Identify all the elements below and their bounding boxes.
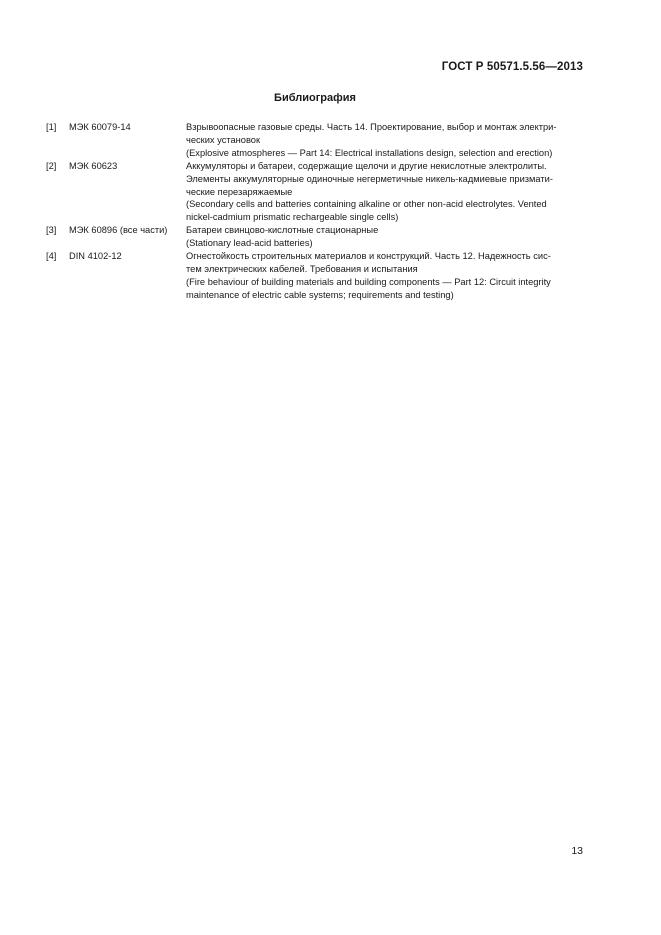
entry-line: nickel-cadmium prismatic rechargeable single cells) <box>186 212 399 223</box>
entry-number: [3] <box>46 225 57 236</box>
entry-line: (Fire behaviour of building materials and building components — Part 12: Circuit integrity <box>186 276 551 287</box>
bibliography-entry <box>46 121 582 160</box>
page-number: 13 <box>571 845 583 857</box>
entry-line: Элементы аккумуляторные одиночные негерметичные никель-кадмиевые призмати- <box>186 173 553 184</box>
entry-standard-code: МЭК 60896 (все части) <box>69 225 168 236</box>
entry-number: [1] <box>46 122 57 132</box>
entry-description <box>186 160 582 225</box>
entry-line: (Secondary cells and batteries containing alkaline or other non-acid electrolytes. Vented <box>186 199 547 210</box>
entry-standard-code: DIN 4102-12 <box>69 251 122 262</box>
document-code-header: ГОСТ Р 50571.5.56—2013 <box>441 61 583 73</box>
entry-line: ческих установок <box>186 134 261 145</box>
entry-line: Огнестойкость строительных материалов и конструкций. Часть 12. Надежность сис- <box>186 251 551 262</box>
entry-number: [2] <box>46 160 57 171</box>
bibliography-entry <box>46 224 582 250</box>
entry-line: maintenance of electric cable systems; requirements and testing) <box>186 289 454 300</box>
entry-line: Взрывоопасные газовые среды. Часть 14. Проектирование, выбор и монтаж электри- <box>186 122 557 132</box>
bibliography-entry <box>46 160 582 225</box>
entry-line: (Stationary lead-acid batteries) <box>186 238 313 249</box>
entry-line: Аккумуляторы и батареи, содержащие щелочи и другие некислотные электролиты. <box>186 160 547 171</box>
bibliography-list <box>46 121 582 302</box>
bibliography-entry <box>46 250 582 302</box>
entry-line: тем электрических кабелей. Требования и испытания <box>186 263 418 274</box>
entry-line: ческие перезаряжаемые <box>186 186 293 197</box>
entry-line: (Explosive atmospheres — Part 14: Electrical installations design, selection and erection) <box>186 147 553 158</box>
entry-line: Батареи свинцово-кислотные стационарные <box>186 225 379 236</box>
entry-standard-code: МЭК 60079-14 <box>69 122 131 132</box>
bibliography-title: Библиография <box>274 92 356 104</box>
entry-number: [4] <box>46 251 57 262</box>
entry-description <box>186 250 582 302</box>
entry-standard-code: МЭК 60623 <box>69 160 118 171</box>
entry-description <box>186 121 582 160</box>
entry-description <box>186 224 582 250</box>
